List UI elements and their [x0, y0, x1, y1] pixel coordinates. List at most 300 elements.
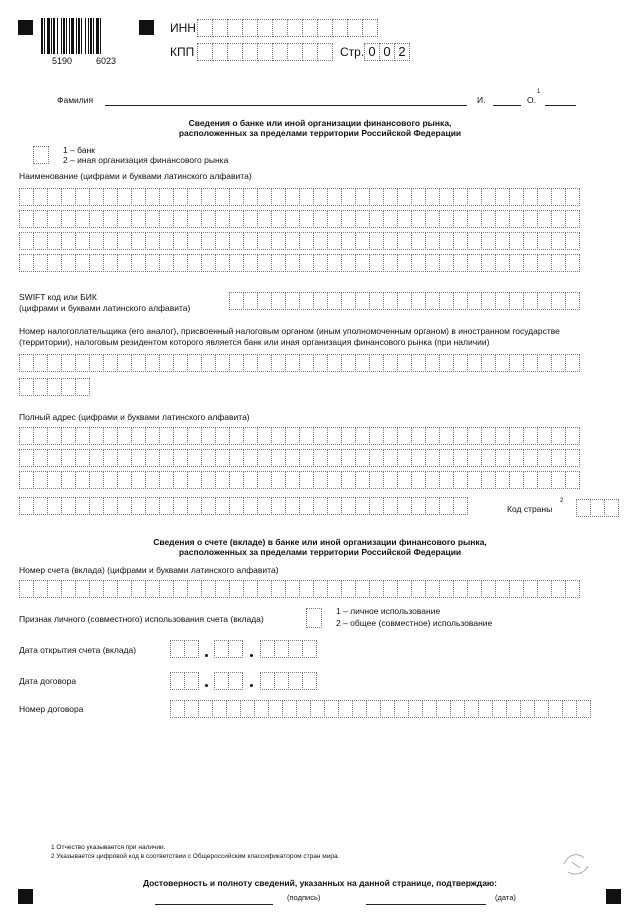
input-cell[interactable]	[523, 471, 538, 489]
input-cell[interactable]	[327, 188, 342, 206]
open-date-year[interactable]	[260, 640, 316, 658]
input-cell[interactable]	[366, 700, 381, 718]
input-cell[interactable]	[103, 188, 118, 206]
input-cell[interactable]	[383, 354, 398, 372]
input-cell[interactable]	[509, 254, 524, 272]
input-cell[interactable]	[327, 580, 342, 598]
input-cell[interactable]	[383, 580, 398, 598]
input-cell[interactable]	[467, 188, 482, 206]
input-cell[interactable]	[313, 427, 328, 445]
input-cell[interactable]	[355, 580, 370, 598]
input-cell[interactable]	[173, 254, 188, 272]
input-cell[interactable]	[229, 471, 244, 489]
input-cell[interactable]	[257, 471, 272, 489]
input-cell[interactable]	[228, 672, 243, 690]
input-cell[interactable]	[173, 354, 188, 372]
input-cell[interactable]	[425, 188, 440, 206]
input-cell[interactable]	[551, 449, 566, 467]
input-cell[interactable]	[534, 700, 549, 718]
input-cell[interactable]	[215, 354, 230, 372]
input-cell[interactable]	[411, 354, 426, 372]
input-cell[interactable]	[201, 497, 216, 515]
input-cell[interactable]	[439, 580, 454, 598]
input-cell[interactable]	[240, 700, 255, 718]
input-cell[interactable]	[131, 427, 146, 445]
input-cell[interactable]	[481, 232, 496, 250]
input-cell[interactable]	[450, 700, 465, 718]
input-cell[interactable]	[481, 449, 496, 467]
input-cell[interactable]	[285, 210, 300, 228]
input-cell[interactable]	[272, 19, 288, 37]
input-cell[interactable]	[369, 449, 384, 467]
input-cell[interactable]	[565, 354, 580, 372]
input-cell[interactable]	[187, 232, 202, 250]
input-cell[interactable]	[537, 354, 552, 372]
input-cell[interactable]	[170, 700, 185, 718]
input-cell[interactable]	[257, 292, 272, 310]
input-cell[interactable]	[257, 580, 272, 598]
input-cell[interactable]	[271, 354, 286, 372]
input-cell[interactable]	[271, 292, 286, 310]
input-cell[interactable]	[355, 210, 370, 228]
input-cell[interactable]	[257, 354, 272, 372]
input-cell[interactable]	[187, 497, 202, 515]
input-cell[interactable]	[103, 471, 118, 489]
bank-name-row-3[interactable]	[19, 232, 579, 250]
input-cell[interactable]	[243, 354, 258, 372]
input-cell[interactable]	[299, 497, 314, 515]
input-cell[interactable]	[369, 497, 384, 515]
input-cell[interactable]	[145, 254, 160, 272]
input-cell[interactable]	[212, 19, 228, 37]
input-cell[interactable]	[271, 254, 286, 272]
input-cell[interactable]	[75, 232, 90, 250]
input-cell[interactable]	[274, 640, 289, 658]
input-cell[interactable]	[184, 700, 199, 718]
input-cell[interactable]	[439, 427, 454, 445]
input-cell[interactable]	[117, 580, 132, 598]
input-cell[interactable]	[33, 188, 48, 206]
input-cell[interactable]	[131, 254, 146, 272]
input-cell[interactable]	[145, 471, 160, 489]
input-cell[interactable]	[481, 580, 496, 598]
input-cell[interactable]	[159, 497, 174, 515]
input-cell[interactable]	[33, 354, 48, 372]
account-number-field[interactable]	[19, 580, 579, 598]
input-cell[interactable]	[131, 580, 146, 598]
input-cell[interactable]	[33, 580, 48, 598]
input-cell[interactable]	[565, 471, 580, 489]
signature-field[interactable]	[155, 893, 273, 905]
input-cell[interactable]	[215, 471, 230, 489]
input-cell[interactable]	[509, 354, 524, 372]
input-cell[interactable]	[260, 672, 275, 690]
input-cell[interactable]	[481, 188, 496, 206]
input-cell[interactable]	[495, 471, 510, 489]
input-cell[interactable]	[411, 254, 426, 272]
input-cell[interactable]	[170, 640, 185, 658]
input-cell[interactable]	[173, 471, 188, 489]
input-cell[interactable]	[347, 19, 363, 37]
input-cell[interactable]	[352, 700, 367, 718]
input-cell[interactable]	[327, 471, 342, 489]
input-cell[interactable]	[47, 354, 62, 372]
input-cell[interactable]	[117, 210, 132, 228]
input-cell[interactable]	[19, 232, 34, 250]
input-cell[interactable]	[313, 580, 328, 598]
input-cell[interactable]	[271, 580, 286, 598]
input-cell[interactable]	[159, 254, 174, 272]
input-cell[interactable]	[227, 19, 243, 37]
input-cell[interactable]	[197, 43, 213, 61]
input-cell[interactable]	[565, 292, 580, 310]
input-cell[interactable]	[75, 471, 90, 489]
input-cell[interactable]	[355, 497, 370, 515]
input-cell[interactable]	[271, 471, 286, 489]
input-cell[interactable]	[302, 43, 318, 61]
input-cell[interactable]	[75, 354, 90, 372]
input-cell[interactable]	[332, 19, 348, 37]
input-cell[interactable]	[439, 210, 454, 228]
input-cell[interactable]	[439, 471, 454, 489]
input-cell[interactable]	[537, 292, 552, 310]
input-cell[interactable]	[355, 354, 370, 372]
input-cell[interactable]	[411, 580, 426, 598]
input-cell[interactable]	[481, 210, 496, 228]
input-cell[interactable]	[411, 292, 426, 310]
input-cell[interactable]	[362, 19, 378, 37]
input-cell[interactable]	[159, 210, 174, 228]
input-cell[interactable]	[355, 254, 370, 272]
input-cell[interactable]	[302, 640, 317, 658]
input-cell[interactable]	[509, 210, 524, 228]
input-cell[interactable]	[19, 497, 34, 515]
input-cell[interactable]	[397, 210, 412, 228]
bank-type-field[interactable]	[33, 146, 48, 164]
input-cell[interactable]	[257, 254, 272, 272]
input-cell[interactable]	[397, 471, 412, 489]
input-cell[interactable]	[383, 471, 398, 489]
input-cell[interactable]	[257, 232, 272, 250]
input-cell[interactable]	[19, 354, 34, 372]
input-cell[interactable]	[310, 700, 325, 718]
input-cell[interactable]	[243, 210, 258, 228]
input-cell[interactable]	[537, 449, 552, 467]
input-cell[interactable]	[551, 580, 566, 598]
input-cell[interactable]	[324, 700, 339, 718]
input-cell[interactable]	[287, 43, 303, 61]
input-cell[interactable]	[520, 700, 535, 718]
input-cell[interactable]	[492, 700, 507, 718]
input-cell[interactable]	[271, 497, 286, 515]
input-cell[interactable]	[19, 378, 34, 396]
input-cell[interactable]	[453, 427, 468, 445]
input-cell[interactable]	[145, 188, 160, 206]
input-cell[interactable]	[131, 471, 146, 489]
input-cell[interactable]	[257, 427, 272, 445]
input-cell[interactable]	[369, 580, 384, 598]
input-cell[interactable]	[117, 497, 132, 515]
input-cell[interactable]	[425, 449, 440, 467]
input-cell[interactable]	[523, 210, 538, 228]
input-cell[interactable]	[509, 188, 524, 206]
input-cell[interactable]	[306, 608, 322, 628]
input-cell[interactable]	[89, 580, 104, 598]
input-cell[interactable]	[467, 292, 482, 310]
input-cell[interactable]	[299, 232, 314, 250]
input-cell[interactable]	[369, 254, 384, 272]
input-cell[interactable]	[260, 640, 275, 658]
input-cell[interactable]	[453, 449, 468, 467]
swift-field[interactable]	[229, 292, 579, 310]
input-cell[interactable]	[467, 210, 482, 228]
input-cell[interactable]	[302, 672, 317, 690]
input-cell[interactable]	[229, 232, 244, 250]
input-cell[interactable]	[103, 580, 118, 598]
input-cell[interactable]	[327, 427, 342, 445]
input-cell[interactable]	[467, 232, 482, 250]
input-cell[interactable]	[159, 232, 174, 250]
input-cell[interactable]	[317, 19, 333, 37]
open-date-day[interactable]	[170, 640, 198, 658]
input-cell[interactable]	[242, 43, 258, 61]
input-cell[interactable]	[33, 471, 48, 489]
input-cell[interactable]	[327, 449, 342, 467]
input-cell[interactable]	[257, 449, 272, 467]
input-cell[interactable]	[537, 188, 552, 206]
input-cell[interactable]	[198, 700, 213, 718]
input-cell[interactable]	[274, 672, 289, 690]
kpp-field[interactable]	[197, 43, 332, 61]
input-cell[interactable]	[355, 292, 370, 310]
input-cell[interactable]	[214, 640, 229, 658]
input-cell[interactable]	[229, 292, 244, 310]
input-cell[interactable]	[47, 497, 62, 515]
input-cell[interactable]	[495, 254, 510, 272]
input-cell[interactable]	[467, 449, 482, 467]
input-cell[interactable]	[61, 497, 76, 515]
input-cell[interactable]	[453, 497, 468, 515]
input-cell[interactable]	[302, 19, 318, 37]
initial-o-field[interactable]	[545, 94, 576, 106]
input-cell[interactable]	[509, 292, 524, 310]
input-cell[interactable]	[313, 254, 328, 272]
input-cell[interactable]	[327, 354, 342, 372]
input-cell[interactable]	[257, 497, 272, 515]
input-cell[interactable]	[341, 497, 356, 515]
input-cell[interactable]	[201, 471, 216, 489]
input-cell[interactable]	[117, 471, 132, 489]
input-cell[interactable]	[439, 354, 454, 372]
input-cell[interactable]	[551, 471, 566, 489]
input-cell[interactable]	[327, 210, 342, 228]
input-cell[interactable]	[187, 210, 202, 228]
input-cell[interactable]	[565, 210, 580, 228]
input-cell[interactable]	[285, 471, 300, 489]
input-cell[interactable]	[411, 232, 426, 250]
input-cell[interactable]	[285, 232, 300, 250]
taxid-row-1[interactable]	[19, 354, 579, 372]
input-cell[interactable]	[173, 188, 188, 206]
input-cell[interactable]	[173, 580, 188, 598]
input-cell[interactable]	[243, 232, 258, 250]
address-row-3[interactable]	[19, 471, 579, 489]
input-cell[interactable]	[537, 254, 552, 272]
input-cell[interactable]	[19, 449, 34, 467]
input-cell[interactable]	[383, 449, 398, 467]
input-cell[interactable]	[243, 292, 258, 310]
input-cell[interactable]	[131, 232, 146, 250]
input-cell[interactable]	[285, 354, 300, 372]
input-cell[interactable]	[481, 254, 496, 272]
input-cell[interactable]	[509, 232, 524, 250]
input-cell[interactable]	[215, 497, 230, 515]
input-cell[interactable]	[481, 354, 496, 372]
input-cell[interactable]	[173, 210, 188, 228]
input-cell[interactable]	[282, 700, 297, 718]
input-cell[interactable]	[313, 210, 328, 228]
input-cell[interactable]	[537, 427, 552, 445]
input-cell[interactable]	[131, 449, 146, 467]
input-cell[interactable]	[103, 497, 118, 515]
input-cell[interactable]	[131, 354, 146, 372]
input-cell[interactable]	[341, 427, 356, 445]
input-cell[interactable]	[313, 497, 328, 515]
input-cell[interactable]	[33, 232, 48, 250]
input-cell[interactable]	[296, 700, 311, 718]
input-cell[interactable]	[383, 210, 398, 228]
input-cell[interactable]	[380, 700, 395, 718]
input-cell[interactable]	[145, 427, 160, 445]
input-cell[interactable]	[565, 188, 580, 206]
input-cell[interactable]	[467, 254, 482, 272]
input-cell[interactable]	[411, 427, 426, 445]
input-cell[interactable]	[317, 43, 333, 61]
input-cell[interactable]	[197, 19, 213, 37]
input-cell[interactable]	[187, 188, 202, 206]
input-cell[interactable]	[215, 188, 230, 206]
input-cell[interactable]	[103, 449, 118, 467]
input-cell[interactable]	[103, 427, 118, 445]
input-cell[interactable]	[537, 210, 552, 228]
input-cell[interactable]	[411, 497, 426, 515]
input-cell[interactable]	[268, 700, 283, 718]
input-cell[interactable]	[313, 292, 328, 310]
input-cell[interactable]	[187, 471, 202, 489]
input-cell[interactable]	[453, 471, 468, 489]
usage-field[interactable]	[306, 608, 321, 628]
input-cell[interactable]	[159, 471, 174, 489]
input-cell[interactable]	[327, 292, 342, 310]
input-cell[interactable]	[341, 580, 356, 598]
input-cell[interactable]	[299, 254, 314, 272]
input-cell[interactable]	[103, 210, 118, 228]
input-cell[interactable]	[551, 354, 566, 372]
input-cell[interactable]	[243, 188, 258, 206]
input-cell[interactable]	[369, 471, 384, 489]
input-cell[interactable]	[184, 640, 199, 658]
input-cell[interactable]	[495, 188, 510, 206]
input-cell[interactable]	[341, 232, 356, 250]
input-cell[interactable]	[439, 449, 454, 467]
input-cell[interactable]	[397, 580, 412, 598]
input-cell[interactable]	[19, 254, 34, 272]
input-cell[interactable]	[226, 700, 241, 718]
input-cell[interactable]	[397, 449, 412, 467]
input-cell[interactable]	[425, 354, 440, 372]
input-cell[interactable]	[509, 471, 524, 489]
input-cell[interactable]	[467, 354, 482, 372]
input-cell[interactable]	[562, 700, 577, 718]
input-cell[interactable]	[439, 254, 454, 272]
input-cell[interactable]	[145, 232, 160, 250]
input-cell[interactable]	[523, 427, 538, 445]
input-cell[interactable]	[215, 449, 230, 467]
input-cell[interactable]	[523, 292, 538, 310]
input-cell[interactable]	[201, 354, 216, 372]
inn-field[interactable]	[197, 19, 377, 37]
input-cell[interactable]	[212, 43, 228, 61]
input-cell[interactable]	[369, 232, 384, 250]
input-cell[interactable]	[481, 471, 496, 489]
input-cell[interactable]	[590, 499, 605, 517]
input-cell[interactable]	[89, 188, 104, 206]
input-cell[interactable]	[257, 188, 272, 206]
input-cell[interactable]	[117, 232, 132, 250]
input-cell[interactable]	[243, 471, 258, 489]
input-cell[interactable]	[551, 188, 566, 206]
input-cell[interactable]	[173, 497, 188, 515]
input-cell[interactable]	[117, 188, 132, 206]
input-cell[interactable]	[187, 354, 202, 372]
input-cell[interactable]	[478, 700, 493, 718]
input-cell[interactable]	[299, 188, 314, 206]
input-cell[interactable]	[506, 700, 521, 718]
input-cell[interactable]	[242, 19, 258, 37]
input-cell[interactable]	[271, 427, 286, 445]
input-cell[interactable]	[145, 497, 160, 515]
input-cell[interactable]	[299, 292, 314, 310]
input-cell[interactable]	[215, 232, 230, 250]
input-cell[interactable]	[19, 210, 34, 228]
input-cell[interactable]	[272, 43, 288, 61]
input-cell[interactable]	[145, 580, 160, 598]
input-cell[interactable]	[397, 427, 412, 445]
input-cell[interactable]	[159, 188, 174, 206]
input-cell[interactable]	[117, 427, 132, 445]
input-cell[interactable]	[453, 210, 468, 228]
input-cell[interactable]	[201, 449, 216, 467]
input-cell[interactable]	[89, 427, 104, 445]
input-cell[interactable]	[214, 672, 229, 690]
input-cell[interactable]	[327, 497, 342, 515]
input-cell[interactable]	[355, 471, 370, 489]
input-cell[interactable]	[495, 580, 510, 598]
input-cell[interactable]	[341, 354, 356, 372]
input-cell[interactable]	[227, 43, 243, 61]
input-cell[interactable]	[257, 43, 273, 61]
open-date-month[interactable]	[214, 640, 242, 658]
input-cell[interactable]	[61, 427, 76, 445]
input-cell[interactable]	[467, 580, 482, 598]
input-cell[interactable]	[341, 292, 356, 310]
input-cell[interactable]	[89, 449, 104, 467]
input-cell[interactable]	[47, 188, 62, 206]
input-cell[interactable]	[383, 497, 398, 515]
input-cell[interactable]	[285, 580, 300, 598]
initial-i-field[interactable]	[493, 94, 521, 106]
input-cell[interactable]	[495, 449, 510, 467]
